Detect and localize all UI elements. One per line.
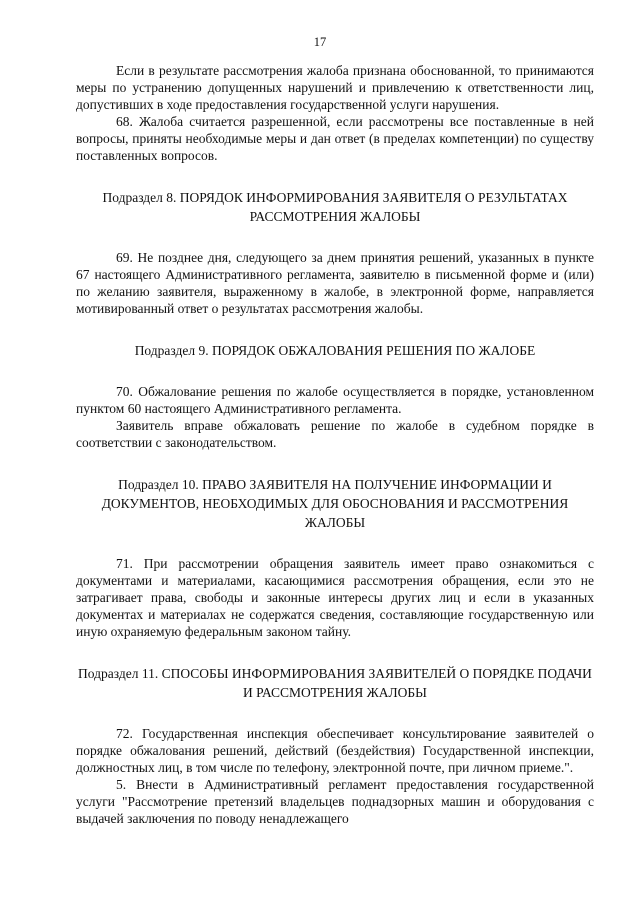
paragraph-72: 72. Государственная инспекция обеспечивает консультирование заявителей о порядке обжалования решений, действий (бездействия) Государственной инспекции, должностных лиц, в том числе по телефону, электронной почте, при личном приеме.".: [76, 726, 594, 775]
section-heading-8: Подраздел 8. ПОРЯДОК ИНФОРМИРОВАНИЯ ЗАЯВИТЕЛЯ О РЕЗУЛЬТАТАХ РАССМОТРЕНИЯ ЖАЛОБЫ: [102, 190, 568, 224]
paragraph-5: 5. Внести в Административный регламент предоставления государственной услуги "Рассмотрение претензий владельцев поднадзорных машин и оборудования с выдачей заключения по поводу ненадлежащего: [76, 777, 594, 826]
paragraph-68: 68. Жалоба считается разрешенной, если рассмотрены все поставленные в ней вопросы, приняты необходимые меры и дан ответ (в пределах компетенции) по существу поставленных вопросов.: [76, 114, 594, 163]
page-number: 17: [313, 35, 327, 49]
paragraph: Если в результате рассмотрения жалоба признана обоснованной, то принимаются меры по устранению допущенных нарушений и привлечению к ответственности лиц, допустивших в ходе предоставления государственной услуги нарушения.: [76, 63, 594, 112]
section-heading-10: Подраздел 10. ПРАВО ЗАЯВИТЕЛЯ НА ПОЛУЧЕНИЕ ИНФОРМАЦИИ И ДОКУМЕНТОВ, НЕОБХОДИМЫХ ДЛЯ ОБОСНОВАНИЯ И РАССМОТРЕНИЯ ЖАЛОБЫ: [101, 477, 569, 530]
paragraph-70: 70. Обжалование решения по жалобе осуществляется в порядке, установленном пунктом 60 настоящего Административного регламента.: [76, 384, 594, 416]
section-heading-9: Подраздел 9. ПОРЯДОК ОБЖАЛОВАНИЯ РЕШЕНИЯ ПО ЖАЛОБЕ: [134, 343, 536, 358]
paragraph-69: 69. Не позднее дня, следующего за днем принятия решений, указанных в пункте 67 настоящего Административного регламента, заявителю в письменной форме и (или) по желанию заявителя, выраженному в жалобе, в электронной форме, направляется мотивированный ответ о результатах рассмотрения жалобы.: [76, 250, 594, 316]
document-body: [76, 62, 594, 827]
paragraph-71: 71. При рассмотрении обращения заявитель имеет право ознакомиться с документами и материалами, касающимися рассмотрения обращения, если это не затрагивает права, свободы и законные интересы других лиц и если в указанных документах и материалах не содержатся сведения, составляющие государственную или иную охраняемую федеральным законом тайну.: [76, 556, 594, 639]
paragraph: Заявитель вправе обжаловать решение по жалобе в судебном порядке в соответствии с законодательством.: [76, 418, 594, 450]
section-heading-11: Подраздел 11. СПОСОБЫ ИНФОРМИРОВАНИЯ ЗАЯВИТЕЛЕЙ О ПОРЯДКЕ ПОДАЧИ И РАССМОТРЕНИЯ ЖАЛОБЫ: [78, 666, 592, 700]
